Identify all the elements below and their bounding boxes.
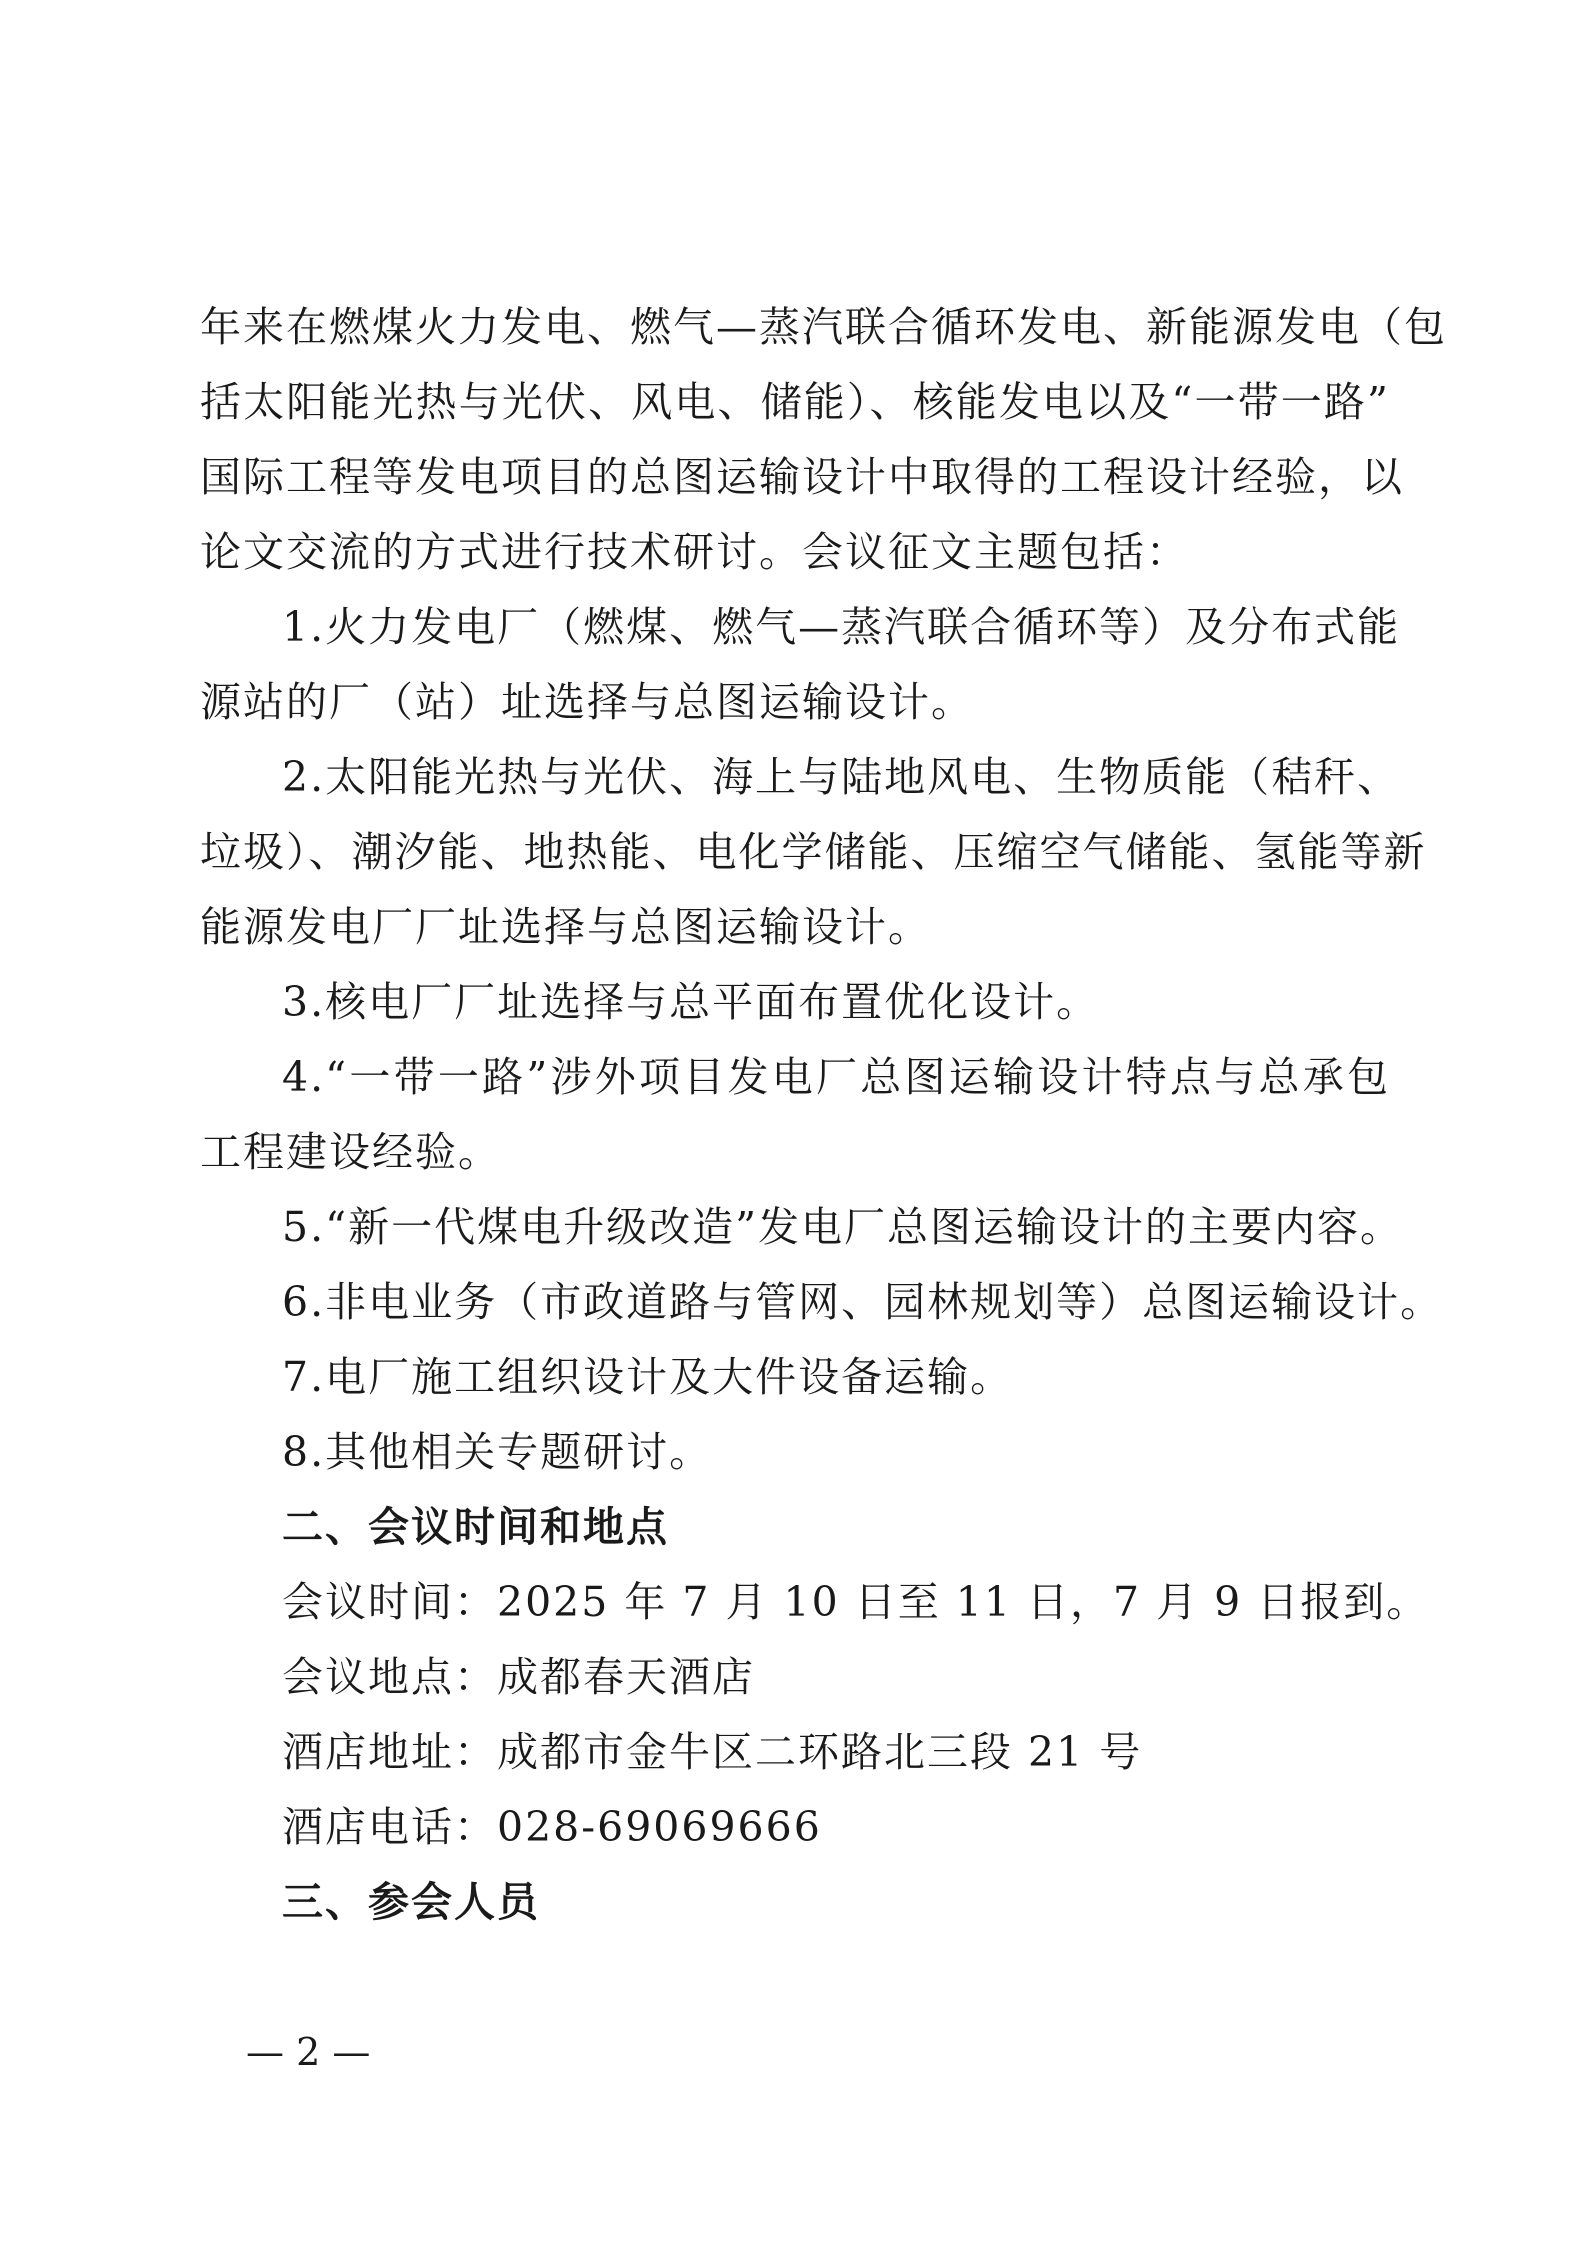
body-text-line: 年来在燃煤火力发电、燃气—蒸汽联合循环发电、新能源发电（包 [200,303,1447,351]
topic-text-line: 工程建设经验。 [200,1128,501,1176]
meeting-place: 会议地点：成都春天酒店 [282,1653,755,1701]
body-text-line: 国际工程等发电项目的总图运输设计中取得的工程设计经验，以 [200,453,1404,501]
topic-list [200,590,1444,1490]
topic-text-line: 8.其他相关专题研讨。 [282,1428,713,1476]
topic-item-5 [200,1190,1404,1265]
hotel-address: 酒店地址：成都市金牛区二环路北三段 21 号 [282,1728,1143,1776]
topic-item-4 [200,1040,1390,1190]
topic-text-line: 7.电厂施工组织设计及大件设备运输。 [282,1353,1014,1401]
topic-text-line: 垃圾）、潮汐能、地热能、电化学储能、压缩空气储能、氢能等新 [200,828,1427,876]
body-text-line: 括太阳能光热与光伏、风电、储能）、核能发电以及“一带一路” [200,378,1390,426]
topic-text-line: 3.核电厂厂址选择与总平面布置优化设计。 [282,978,1100,1026]
topic-item-7 [200,1340,1390,1415]
section-heading: 二、会议时间和地点 [282,1503,669,1551]
intro-paragraph [200,290,1447,590]
topic-text-line: 1.火力发电厂（燃煤、燃气—蒸汽联合循环等）及分布式能 [282,603,1401,651]
document-page [200,290,1447,1940]
hotel-phone: 酒店电话：028-69069666 [282,1803,822,1851]
topic-item-6 [200,1265,1444,1340]
topic-text-line: 4.“一带一路”涉外项目发电厂总图运输设计特点与总承包 [282,1053,1390,1101]
page-number: — 2 — [246,2030,371,2074]
topic-text-line: 2.太阳能光热与光伏、海上与陆地风电、生物质能（秸秆、 [282,753,1401,801]
section-time-place [200,1490,1430,1865]
topic-item-1 [200,590,1401,740]
section-heading: 三、参会人员 [282,1878,540,1926]
topic-text-line: 源站的厂（站）址选择与总图运输设计。 [200,678,974,726]
section-attendees [200,1865,1390,1940]
meeting-time: 会议时间：2025 年 7 月 10 日至 11 日，7 月 9 日报到。 [282,1578,1430,1626]
topic-text-line: 6.非电业务（市政道路与管网、园林规划等）总图运输设计。 [282,1278,1444,1326]
body-text-line: 论文交流的方式进行技术研讨。会议征文主题包括： [200,528,1189,576]
topic-item-2 [200,740,1427,965]
topic-text-line: 能源发电厂厂址选择与总图运输设计。 [200,903,931,951]
topic-item-8 [200,1415,1390,1490]
topic-item-3 [200,965,1390,1040]
topic-text-line: 5.“新一代煤电升级改造”发电厂总图运输设计的主要内容。 [282,1203,1404,1251]
